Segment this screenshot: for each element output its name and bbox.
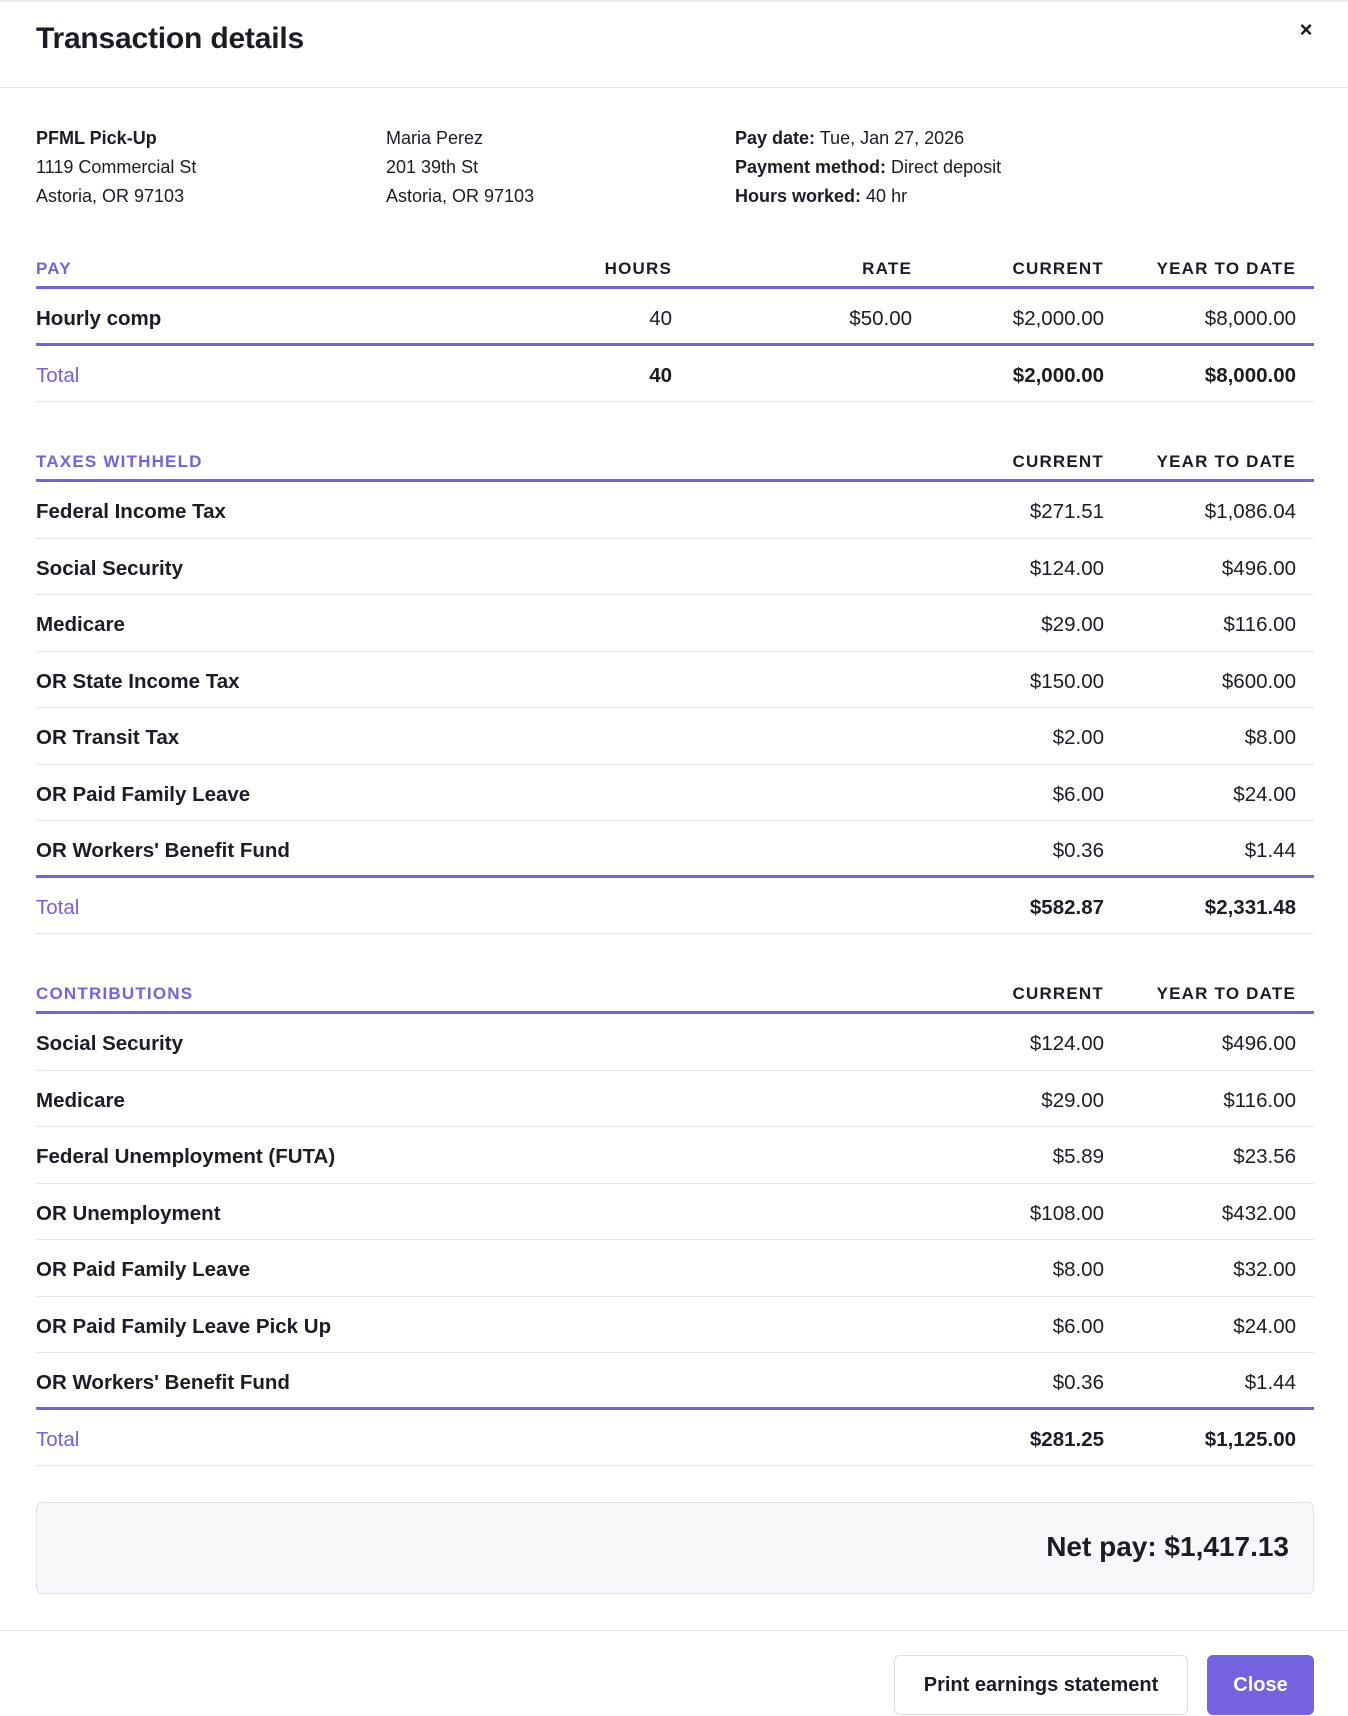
employee-city: Astoria, OR 97103 bbox=[386, 186, 535, 206]
pay-date-label: Pay date: bbox=[735, 128, 816, 148]
pay-total-row bbox=[36, 346, 1314, 402]
employer-city: Astoria, OR 97103 bbox=[36, 186, 185, 206]
row-ytd: $23.56 bbox=[1233, 1145, 1296, 1168]
table-row bbox=[36, 821, 1314, 878]
employer-address bbox=[36, 124, 196, 211]
row-current: $124.00 bbox=[1029, 1032, 1104, 1055]
ytd-header: YEAR TO DATE bbox=[1156, 259, 1296, 278]
row-label: OR Paid Family Leave bbox=[36, 1258, 251, 1281]
row-ytd: $116.00 bbox=[1223, 1088, 1296, 1112]
row-label: Federal Unemployment (FUTA) bbox=[36, 1145, 336, 1168]
current-header: CURRENT bbox=[1012, 259, 1104, 278]
row-ytd: $432.00 bbox=[1221, 1201, 1296, 1225]
table-row bbox=[36, 1353, 1314, 1410]
print-earnings-statement-button[interactable]: Print earnings statement bbox=[894, 1655, 1188, 1715]
total-ytd: $1,125.00 bbox=[1204, 1427, 1296, 1451]
row-label: OR Workers' Benefit Fund bbox=[36, 839, 290, 862]
total-hours: 40 bbox=[649, 363, 672, 387]
employee-address bbox=[386, 124, 534, 211]
pay-table bbox=[36, 245, 1314, 402]
taxes-title: TAXES WITHHELD bbox=[36, 452, 203, 471]
total-label: Total bbox=[36, 895, 80, 919]
row-ytd: $24.00 bbox=[1233, 782, 1296, 806]
row-label: OR Unemployment bbox=[36, 1201, 221, 1225]
employee-street: 201 39th St bbox=[386, 157, 479, 177]
row-ytd: $600.00 bbox=[1221, 669, 1296, 693]
row-ytd: $496.00 bbox=[1221, 556, 1296, 580]
table-row bbox=[36, 595, 1314, 652]
total-current: $582.87 bbox=[1029, 895, 1104, 919]
employee-name: Maria Perez bbox=[386, 128, 484, 148]
contributions-header bbox=[36, 970, 1314, 1014]
taxes-total-row bbox=[36, 878, 1314, 934]
row-label: OR Paid Family Leave bbox=[36, 782, 251, 806]
payment-method-line bbox=[735, 153, 1001, 182]
pay-date-line bbox=[735, 124, 1001, 153]
table-row bbox=[36, 1127, 1314, 1184]
row-ytd: $1.44 bbox=[1244, 839, 1296, 862]
row-current: $2,000.00 bbox=[1012, 307, 1104, 330]
table-row bbox=[36, 1184, 1314, 1241]
row-current: $29.00 bbox=[1041, 613, 1104, 636]
employer-name: PFML Pick-Up bbox=[36, 128, 157, 148]
hours-worked-line bbox=[735, 182, 1001, 211]
row-current: $29.00 bbox=[1041, 1088, 1104, 1112]
row-ytd: $496.00 bbox=[1221, 1032, 1296, 1055]
contributions-title: CONTRIBUTIONS bbox=[36, 984, 194, 1003]
table-row bbox=[36, 1071, 1314, 1128]
row-current: $8.00 bbox=[1052, 1258, 1104, 1281]
row-label: Social Security bbox=[36, 1032, 183, 1055]
pay-date-value: Tue, Jan 27, 2026 bbox=[819, 128, 965, 148]
ytd-header: YEAR TO DATE bbox=[1156, 452, 1296, 471]
table-row bbox=[36, 652, 1314, 709]
total-ytd: $8,000.00 bbox=[1204, 363, 1296, 387]
close-icon[interactable]: × bbox=[1299, 17, 1313, 42]
hours-worked-label: Hours worked: bbox=[735, 186, 862, 206]
modal-title: Transaction details bbox=[36, 22, 304, 55]
row-label: Medicare bbox=[36, 1088, 125, 1112]
row-ytd: $116.00 bbox=[1223, 613, 1296, 636]
pay-title: PAY bbox=[36, 259, 72, 278]
row-label: Hourly comp bbox=[36, 307, 162, 330]
row-current: $0.36 bbox=[1052, 839, 1104, 862]
row-ytd: $1.44 bbox=[1244, 1371, 1296, 1394]
table-row bbox=[36, 289, 1314, 346]
table-row bbox=[36, 765, 1314, 822]
row-current: $124.00 bbox=[1029, 556, 1104, 580]
payment-method-label: Payment method: bbox=[735, 157, 887, 177]
row-current: $0.36 bbox=[1052, 1371, 1104, 1394]
row-current: $150.00 bbox=[1029, 669, 1104, 693]
net-pay-value: Net pay: $1,417.13 bbox=[1046, 1531, 1289, 1562]
row-ytd: $32.00 bbox=[1233, 1258, 1296, 1281]
net-pay-box bbox=[36, 1502, 1314, 1594]
row-ytd: $8.00 bbox=[1244, 726, 1296, 749]
table-row bbox=[36, 1240, 1314, 1297]
table-row bbox=[36, 539, 1314, 596]
hours-worked-value: 40 hr bbox=[866, 186, 908, 206]
taxes-header bbox=[36, 438, 1314, 482]
row-current: $108.00 bbox=[1029, 1201, 1104, 1225]
row-label: Social Security bbox=[36, 556, 183, 580]
employer-street: 1119 Commercial St bbox=[36, 157, 197, 177]
current-header: CURRENT bbox=[1012, 984, 1104, 1003]
table-row bbox=[36, 708, 1314, 765]
row-current: $6.00 bbox=[1052, 782, 1104, 806]
modal-header bbox=[0, 2, 1348, 88]
payment-method-value: Direct deposit bbox=[891, 157, 1002, 177]
total-current: $2,000.00 bbox=[1012, 363, 1104, 387]
row-current: $2.00 bbox=[1052, 726, 1104, 749]
contributions-total-row bbox=[36, 1410, 1314, 1466]
row-label: Medicare bbox=[36, 613, 125, 636]
row-ytd: $8,000.00 bbox=[1204, 307, 1296, 330]
row-label: Federal Income Tax bbox=[36, 500, 226, 523]
row-rate: $50.00 bbox=[849, 307, 912, 330]
row-current: $271.51 bbox=[1029, 500, 1104, 523]
contributions-table bbox=[36, 970, 1314, 1466]
total-current: $281.25 bbox=[1029, 1427, 1104, 1451]
row-label: OR Paid Family Leave Pick Up bbox=[36, 1314, 332, 1338]
row-label: OR State Income Tax bbox=[36, 669, 240, 693]
row-ytd: $24.00 bbox=[1233, 1314, 1296, 1338]
row-current: $5.89 bbox=[1052, 1145, 1104, 1168]
row-hours: 40 bbox=[649, 307, 672, 330]
payment-details bbox=[735, 124, 1001, 211]
table-row bbox=[36, 1014, 1314, 1071]
table-row bbox=[36, 1297, 1314, 1354]
pay-header bbox=[36, 245, 1314, 289]
table-row bbox=[36, 482, 1314, 539]
total-ytd: $2,331.48 bbox=[1204, 895, 1296, 919]
close-button[interactable]: Close bbox=[1207, 1655, 1314, 1715]
total-label: Total bbox=[36, 363, 80, 387]
transaction-info bbox=[36, 124, 1312, 214]
taxes-table bbox=[36, 438, 1314, 934]
row-ytd: $1,086.04 bbox=[1204, 500, 1296, 523]
row-current: $6.00 bbox=[1052, 1314, 1104, 1338]
ytd-header: YEAR TO DATE bbox=[1156, 984, 1296, 1003]
row-label: OR Workers' Benefit Fund bbox=[36, 1371, 290, 1394]
current-header: CURRENT bbox=[1012, 452, 1104, 471]
row-label: OR Transit Tax bbox=[36, 726, 180, 749]
rate-header: RATE bbox=[862, 259, 912, 278]
modal-footer bbox=[0, 1630, 1348, 1716]
hours-header: HOURS bbox=[604, 259, 672, 278]
total-label: Total bbox=[36, 1427, 80, 1451]
